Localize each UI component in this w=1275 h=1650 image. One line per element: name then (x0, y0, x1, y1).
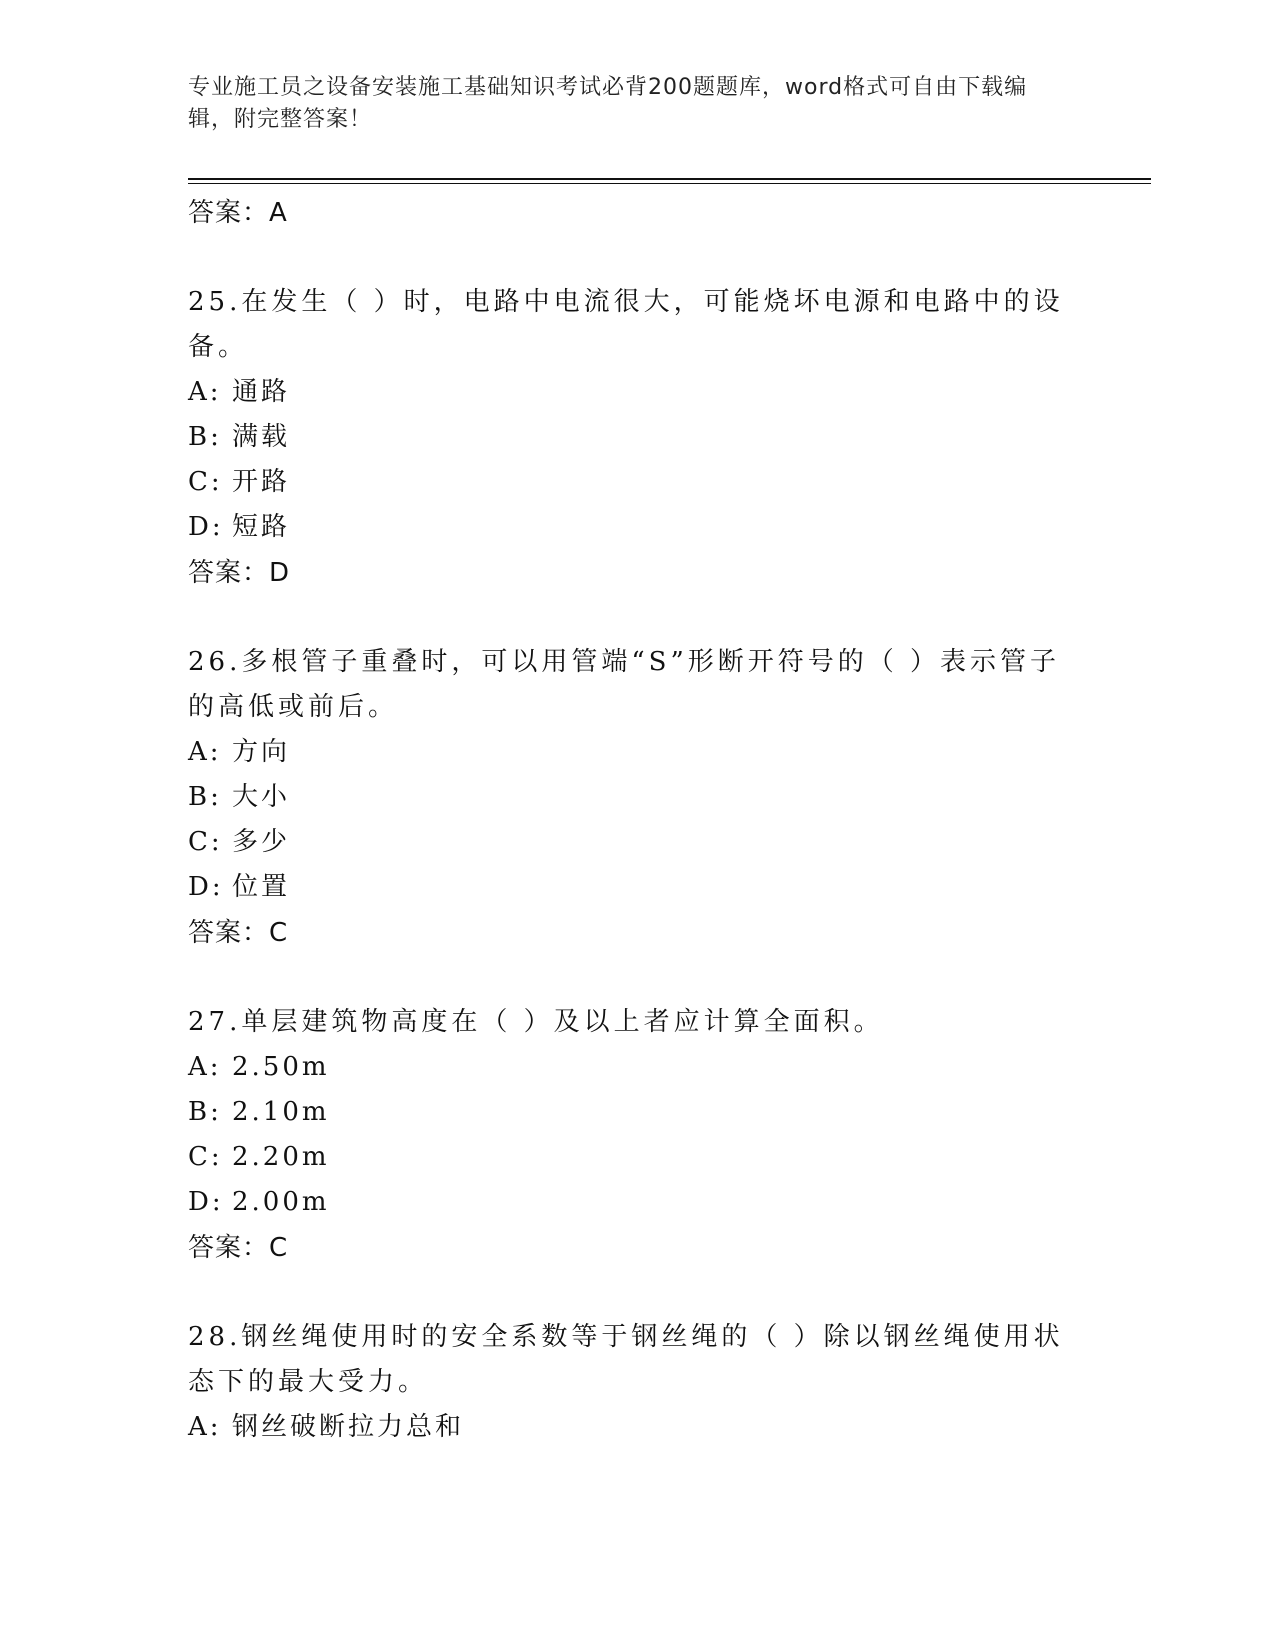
question-list (188, 190, 1088, 1450)
question-text: 25.在发生（ ）时，电路中电流很大，可能烧坏电源和电路中的设备。 (188, 287, 1064, 362)
answer-line: 答案：D (188, 558, 291, 588)
spacer (188, 1271, 1088, 1315)
option-c (188, 1135, 1088, 1180)
option-letter: B: (188, 782, 222, 812)
option-text: 多少 (232, 827, 291, 857)
option-text: 2.20m (232, 1142, 330, 1172)
option-letter: A: (188, 737, 222, 767)
answer-line: 答案：A (188, 198, 288, 228)
header-divider (188, 178, 1151, 180)
option-c (188, 460, 1088, 505)
option-letter: A: (188, 1412, 222, 1442)
spacer (188, 236, 1088, 280)
option-text: 2.00m (232, 1187, 330, 1217)
option-b (188, 775, 1088, 820)
option-b (188, 1090, 1088, 1135)
option-letter: A: (188, 1052, 222, 1082)
answer-line: 答案：C (188, 918, 289, 948)
answer-line: 答案：C (188, 1233, 289, 1263)
question-text: 27.单层建筑物高度在（ ）及以上者应计算全面积。 (188, 1007, 884, 1037)
option-text: 方向 (232, 737, 291, 767)
option-letter: C: (188, 827, 223, 857)
option-a (188, 1045, 1088, 1090)
option-text: 开路 (232, 467, 291, 497)
option-letter: D: (188, 872, 224, 902)
question-block (188, 1315, 1088, 1450)
spacer (188, 956, 1088, 1000)
option-a (188, 370, 1088, 415)
option-d (188, 505, 1088, 550)
option-text: 2.50m (232, 1052, 330, 1082)
option-d (188, 1180, 1088, 1225)
option-letter: C: (188, 467, 223, 497)
option-a (188, 1405, 1088, 1450)
option-letter: D: (188, 1187, 224, 1217)
option-d (188, 865, 1088, 910)
option-b (188, 415, 1088, 460)
option-letter: B: (188, 422, 222, 452)
option-text: 短路 (232, 512, 291, 542)
option-a (188, 730, 1088, 775)
option-text: 满载 (232, 422, 291, 452)
option-text: 2.10m (232, 1097, 330, 1127)
option-c (188, 820, 1088, 865)
document-header: 专业施工员之设备安装施工基础知识考试必背200题题库，word格式可自由下载编辑，附完整答案！ (188, 75, 1028, 132)
option-letter: C: (188, 1142, 223, 1172)
option-text: 位置 (232, 872, 291, 902)
option-letter: A: (188, 377, 222, 407)
option-letter: B: (188, 1097, 222, 1127)
option-letter: D: (188, 512, 224, 542)
header-divider-thin (188, 183, 1151, 184)
question-text: 26.多根管子重叠时，可以用管端“S”形断开符号的（ ）表示管子的高低或前后。 (188, 647, 1061, 722)
question-block (188, 280, 1088, 596)
question-block (188, 1000, 1088, 1271)
option-text: 钢丝破断拉力总和 (232, 1412, 465, 1442)
option-text: 通路 (232, 377, 291, 407)
spacer (188, 596, 1088, 640)
option-text: 大小 (232, 782, 291, 812)
question-text: 28.钢丝绳使用时的安全系数等于钢丝绳的（ ）除以钢丝绳使用状态下的最大受力。 (188, 1322, 1064, 1397)
question-block (188, 640, 1088, 956)
